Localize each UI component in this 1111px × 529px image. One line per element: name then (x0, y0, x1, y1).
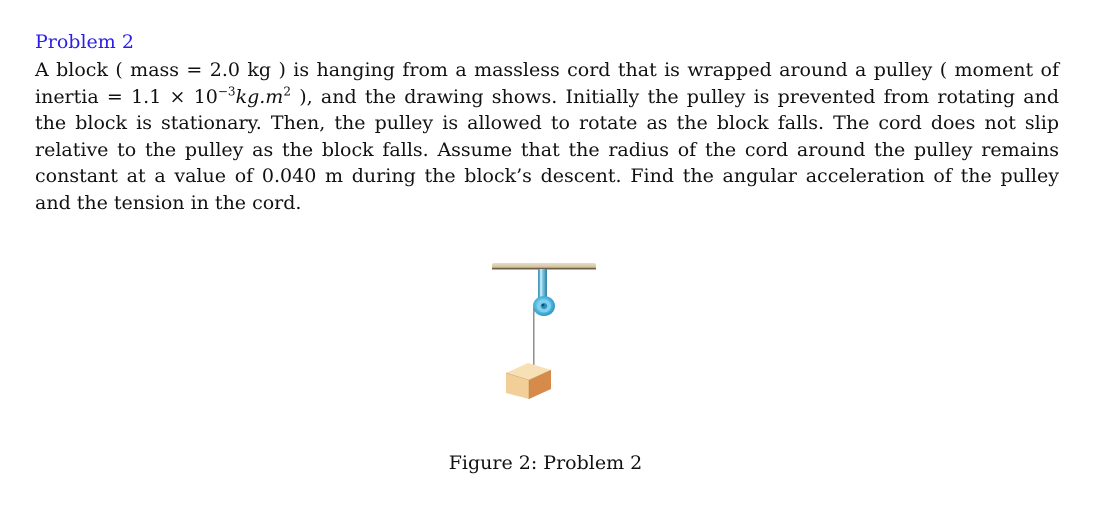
hanging-block (506, 363, 551, 399)
statement-line-3: the block is stationary. Then, the pulley is allowed to rotate as the block falls. The cord does not slip (35, 112, 1059, 135)
problem-heading: Problem 2 (35, 31, 134, 53)
inertia-text: inertia = 1.1 × 10 (35, 85, 218, 108)
inertia-exponent: −3 (217, 84, 236, 99)
pulley-wheel (533, 296, 555, 316)
inertia-unit-exponent: 2 (283, 84, 291, 99)
statement-line-1: A block ( mass = 2.0 kg ) is hanging from a massless cord that is wrapped around a pulley ( moment of (35, 59, 1059, 81)
figure-caption: Figure 2: Problem 2 (448, 452, 643, 474)
inertia-unit: kg.m (235, 85, 284, 108)
statement-line-2 (35, 84, 1059, 111)
pulley-figure (488, 258, 604, 408)
problem-statement (35, 57, 1059, 217)
statement-line-6: and the tension in the cord. (35, 191, 302, 214)
ceiling-support (492, 263, 596, 270)
statement-line-2-rest: ), and the drawing shows. Initially the pulley is prevented from rotating and (290, 85, 1059, 108)
statement-line-4: relative to the pulley as the block falls. Assume that the radius of the cord around the pulley remains (35, 138, 1059, 161)
statement-line-5: constant at a value of 0.040 m during the block’s descent. Find the angular acceleration of the pulley (35, 165, 1059, 188)
